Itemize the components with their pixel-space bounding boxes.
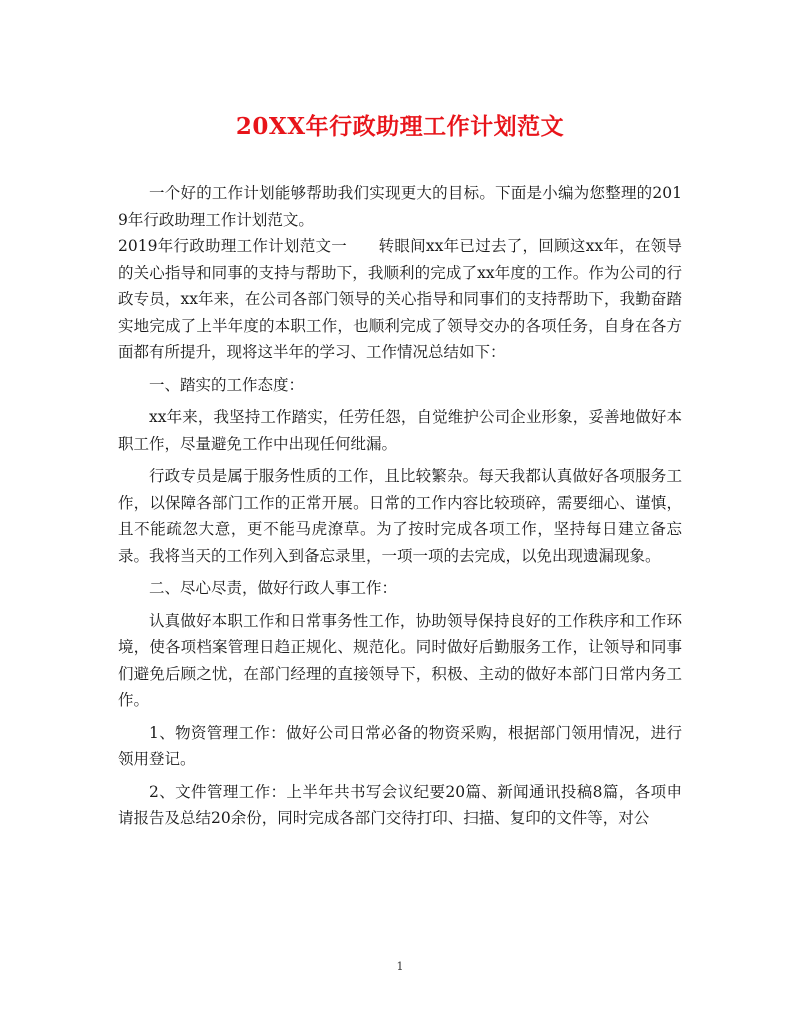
paragraph-materials: 1、物资管理工作：做好公司日常必备的物资采购，根据部门领用情况，进行领用登记。 (118, 723, 682, 768)
paragraph-opening: 2019年行政助理工作计划范文一 转眼间xx年已过去了，回顾这xx年，在领导的关心指导和同事的支持与帮助下，我顺利的完成了xx年度的工作。作为公司的行政专员，xx年来，在公司各部门领导的关心指导和同事们的支持帮助下，我勤奋踏实地完成了上半年度的本职工作，也顺利完成了领导交办的各项任务，自身在各方面都有所提升，现将这半年的学习、工作情况总结如下： (118, 237, 682, 361)
paragraph-attitude: xx年来，我坚持工作踏实，任劳任怨，自觉维护公司企业形象，妥善地做好本职工作，尽量避免工作中出现任何纰漏。 (118, 408, 682, 453)
paragraph-documents: 2、文件管理工作：上半年共书写会议纪要20篇、新闻通讯投稿8篇，各项申请报告及总结20余份，同时完成各部门交待打印、扫描、复印的文件等，对公 (118, 782, 682, 827)
heading-section-1: 一、踏实的工作态度： (149, 375, 305, 394)
document-title: 20XX年行政助理工作计划范文 (235, 113, 565, 140)
paragraph-duties: 认真做好本职工作和日常事务性工作，协助领导保持良好的工作秩序和工作环境，使各项档案管理日趋正规化、规范化。同时做好后勤服务工作，让领导和同事们避免后顾之忧，在部门经理的直接领导下，积极、主动的做好本部门日常内务工作。 (118, 611, 682, 709)
paragraph-intro: 一个好的工作计划能够帮助我们实现更大的目标。下面是小编为您整理的2019年行政助理工作计划范文。 (118, 184, 682, 229)
page-number: 1 (396, 960, 404, 973)
paragraph-service: 行政专员是属于服务性质的工作，且比较繁杂。每天我都认真做好各项服务工作，以保障各部门工作的正常开展。日常的工作内容比较琐碎，需要细心、谨慎，且不能疏忽大意，更不能马虎潦草。为了按时完成各项工作，坚持每日建立备忘录。我将当天的工作列入到备忘录里，一项一项的去完成，以免出现遗漏现象。 (118, 467, 682, 565)
document-body (118, 180, 682, 832)
heading-section-2: 二、尽心尽责，做好行政人事工作： (149, 579, 398, 597)
